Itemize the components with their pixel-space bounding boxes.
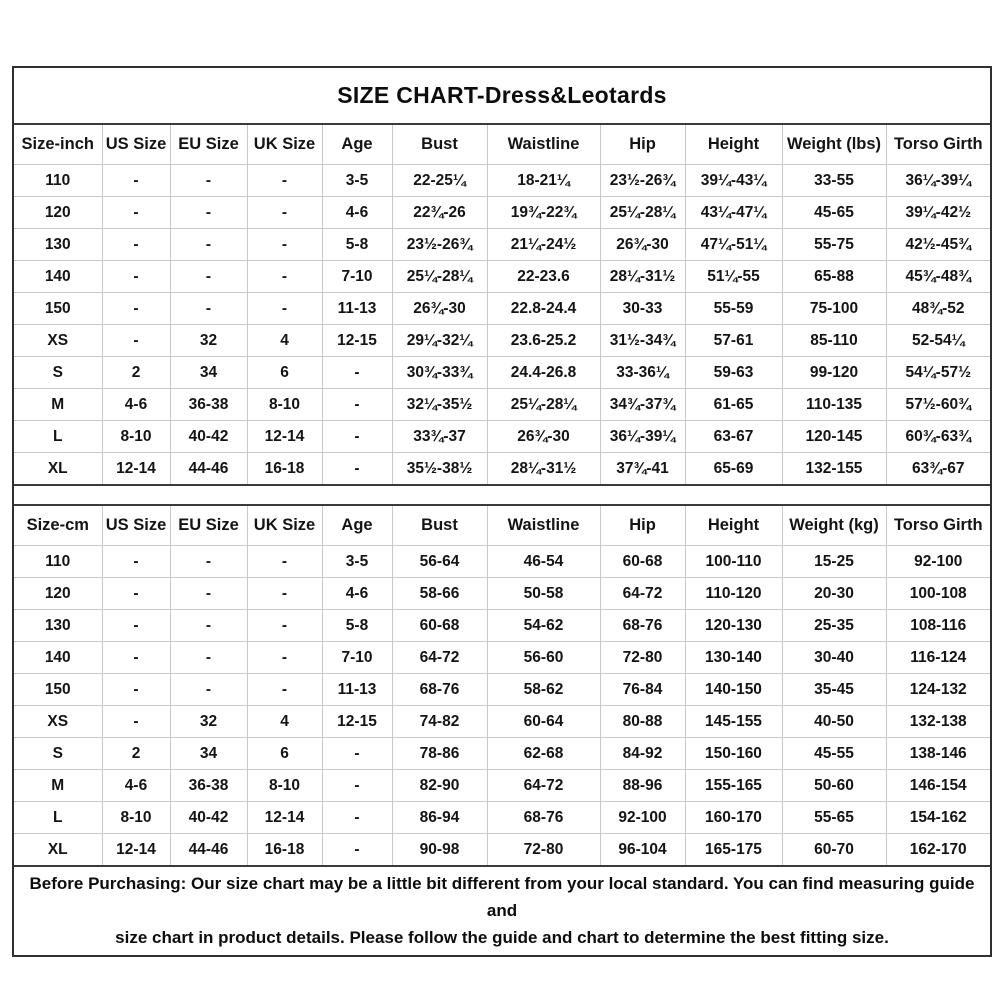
value-cell: 23½-26¾ bbox=[600, 165, 685, 197]
size-label-cell: 120 bbox=[14, 197, 102, 229]
value-cell: 16-18 bbox=[247, 453, 322, 486]
value-cell: 54¼-57½ bbox=[886, 357, 990, 389]
value-cell: 12-15 bbox=[322, 706, 392, 738]
table-row bbox=[14, 165, 990, 197]
table-row bbox=[14, 802, 990, 834]
table-row bbox=[14, 325, 990, 357]
column-header: EU Size bbox=[170, 505, 247, 546]
value-cell: 50-58 bbox=[487, 578, 600, 610]
value-cell: 33¾-37 bbox=[392, 421, 487, 453]
value-cell: 74-82 bbox=[392, 706, 487, 738]
value-cell: 11-13 bbox=[322, 674, 392, 706]
value-cell: 4 bbox=[247, 325, 322, 357]
value-cell: 12-14 bbox=[102, 453, 170, 486]
value-cell: 58-62 bbox=[487, 674, 600, 706]
purchase-note bbox=[14, 867, 990, 955]
value-cell: 140-150 bbox=[685, 674, 782, 706]
value-cell: 100-108 bbox=[886, 578, 990, 610]
value-cell: 78-86 bbox=[392, 738, 487, 770]
value-cell: 5-8 bbox=[322, 610, 392, 642]
column-header: Weight (lbs) bbox=[782, 124, 886, 165]
value-cell: - bbox=[102, 578, 170, 610]
value-cell: 35-45 bbox=[782, 674, 886, 706]
value-cell: - bbox=[322, 421, 392, 453]
table-row bbox=[14, 421, 990, 453]
value-cell: - bbox=[102, 546, 170, 578]
value-cell: 25¼-28¼ bbox=[487, 389, 600, 421]
value-cell: - bbox=[247, 674, 322, 706]
size-label-cell: 150 bbox=[14, 293, 102, 325]
value-cell: 60-68 bbox=[600, 546, 685, 578]
value-cell: 120-130 bbox=[685, 610, 782, 642]
value-cell: 40-42 bbox=[170, 802, 247, 834]
value-cell: 26¾-30 bbox=[487, 421, 600, 453]
size-label-cell: 110 bbox=[14, 546, 102, 578]
value-cell: 8-10 bbox=[102, 802, 170, 834]
value-cell: - bbox=[322, 357, 392, 389]
value-cell: - bbox=[102, 674, 170, 706]
size-label-cell: 150 bbox=[14, 674, 102, 706]
table-row bbox=[14, 546, 990, 578]
header-row bbox=[14, 124, 990, 165]
value-cell: - bbox=[170, 261, 247, 293]
value-cell: 65-88 bbox=[782, 261, 886, 293]
value-cell: - bbox=[102, 325, 170, 357]
value-cell: 132-138 bbox=[886, 706, 990, 738]
value-cell: 61-65 bbox=[685, 389, 782, 421]
value-cell: 150-160 bbox=[685, 738, 782, 770]
value-cell: - bbox=[247, 293, 322, 325]
column-header: Bust bbox=[392, 505, 487, 546]
value-cell: 68-76 bbox=[600, 610, 685, 642]
header-row bbox=[14, 505, 990, 546]
value-cell: 165-175 bbox=[685, 834, 782, 867]
value-cell: 33-36¼ bbox=[600, 357, 685, 389]
value-cell: - bbox=[102, 642, 170, 674]
value-cell: 34 bbox=[170, 357, 247, 389]
value-cell: 46-54 bbox=[487, 546, 600, 578]
value-cell: 30-33 bbox=[600, 293, 685, 325]
value-cell: 60-70 bbox=[782, 834, 886, 867]
value-cell: 3-5 bbox=[322, 165, 392, 197]
value-cell: - bbox=[170, 165, 247, 197]
value-cell: 110-120 bbox=[685, 578, 782, 610]
value-cell: - bbox=[247, 610, 322, 642]
value-cell: 5-8 bbox=[322, 229, 392, 261]
value-cell: 8-10 bbox=[102, 421, 170, 453]
value-cell: 16-18 bbox=[247, 834, 322, 867]
column-header: Age bbox=[322, 505, 392, 546]
value-cell: 8-10 bbox=[247, 389, 322, 421]
value-cell: 36-38 bbox=[170, 389, 247, 421]
value-cell: 62-68 bbox=[487, 738, 600, 770]
value-cell: 3-5 bbox=[322, 546, 392, 578]
value-cell: 4-6 bbox=[102, 389, 170, 421]
value-cell: 63-67 bbox=[685, 421, 782, 453]
value-cell: - bbox=[247, 261, 322, 293]
cm-size-table bbox=[14, 504, 990, 867]
value-cell: 12-14 bbox=[102, 834, 170, 867]
value-cell: 44-46 bbox=[170, 453, 247, 486]
value-cell: 22¾-26 bbox=[392, 197, 487, 229]
size-label-cell: 140 bbox=[14, 261, 102, 293]
value-cell: 72-80 bbox=[600, 642, 685, 674]
purchase-note-line1: Before Purchasing: Our size chart may be a little bit different from your local standard. You can find measuring guide and bbox=[29, 874, 975, 921]
value-cell: - bbox=[170, 578, 247, 610]
value-cell: 43¼-47¼ bbox=[685, 197, 782, 229]
value-cell: 60-68 bbox=[392, 610, 487, 642]
value-cell: 82-90 bbox=[392, 770, 487, 802]
value-cell: 6 bbox=[247, 357, 322, 389]
value-cell: 75-100 bbox=[782, 293, 886, 325]
purchase-note-line2: size chart in product details. Please follow the guide and chart to determine the best fitting size. bbox=[115, 928, 889, 948]
value-cell: 63¾-67 bbox=[886, 453, 990, 486]
value-cell: - bbox=[170, 229, 247, 261]
column-header: UK Size bbox=[247, 505, 322, 546]
column-header: EU Size bbox=[170, 124, 247, 165]
size-label-cell: XL bbox=[14, 834, 102, 867]
value-cell: 146-154 bbox=[886, 770, 990, 802]
value-cell: 25¼-28¼ bbox=[392, 261, 487, 293]
value-cell: 26¾-30 bbox=[392, 293, 487, 325]
value-cell: 42½-45¾ bbox=[886, 229, 990, 261]
value-cell: - bbox=[102, 197, 170, 229]
value-cell: 50-60 bbox=[782, 770, 886, 802]
size-label-cell: 130 bbox=[14, 229, 102, 261]
value-cell: 124-132 bbox=[886, 674, 990, 706]
value-cell: 138-146 bbox=[886, 738, 990, 770]
value-cell: - bbox=[102, 293, 170, 325]
value-cell: 59-63 bbox=[685, 357, 782, 389]
value-cell: 120-145 bbox=[782, 421, 886, 453]
value-cell: 12-14 bbox=[247, 802, 322, 834]
value-cell: 44-46 bbox=[170, 834, 247, 867]
value-cell: 29¼-32¼ bbox=[392, 325, 487, 357]
table-row bbox=[14, 453, 990, 486]
value-cell: 80-88 bbox=[600, 706, 685, 738]
table-row bbox=[14, 834, 990, 867]
value-cell: 54-62 bbox=[487, 610, 600, 642]
value-cell: 45¾-48¾ bbox=[886, 261, 990, 293]
value-cell: 31½-34¾ bbox=[600, 325, 685, 357]
column-header: Hip bbox=[600, 124, 685, 165]
value-cell: - bbox=[247, 642, 322, 674]
value-cell: 21¼-24½ bbox=[487, 229, 600, 261]
value-cell: 22-25¼ bbox=[392, 165, 487, 197]
value-cell: 85-110 bbox=[782, 325, 886, 357]
value-cell: 108-116 bbox=[886, 610, 990, 642]
column-header: Torso Girth bbox=[886, 505, 990, 546]
value-cell: 25-35 bbox=[782, 610, 886, 642]
value-cell: 130-140 bbox=[685, 642, 782, 674]
value-cell: 34 bbox=[170, 738, 247, 770]
size-label-cell: XS bbox=[14, 706, 102, 738]
value-cell: 11-13 bbox=[322, 293, 392, 325]
value-cell: 65-69 bbox=[685, 453, 782, 486]
page-title: SIZE CHART-Dress&Leotards bbox=[337, 82, 667, 108]
value-cell: 15-25 bbox=[782, 546, 886, 578]
size-label-cell: S bbox=[14, 738, 102, 770]
value-cell: 35½-38½ bbox=[392, 453, 487, 486]
value-cell: 92-100 bbox=[886, 546, 990, 578]
value-cell: 4-6 bbox=[322, 578, 392, 610]
value-cell: 7-10 bbox=[322, 642, 392, 674]
table-row bbox=[14, 642, 990, 674]
table-row bbox=[14, 229, 990, 261]
table-row bbox=[14, 197, 990, 229]
value-cell: 28¼-31½ bbox=[600, 261, 685, 293]
column-header: Hip bbox=[600, 505, 685, 546]
column-header: UK Size bbox=[247, 124, 322, 165]
table-row bbox=[14, 261, 990, 293]
value-cell: 154-162 bbox=[886, 802, 990, 834]
value-cell: 57-61 bbox=[685, 325, 782, 357]
value-cell: 30¾-33¾ bbox=[392, 357, 487, 389]
size-label-cell: S bbox=[14, 357, 102, 389]
value-cell: 64-72 bbox=[392, 642, 487, 674]
value-cell: 6 bbox=[247, 738, 322, 770]
size-label-cell: 130 bbox=[14, 610, 102, 642]
size-label-cell: XS bbox=[14, 325, 102, 357]
column-header: Height bbox=[685, 124, 782, 165]
column-header: Bust bbox=[392, 124, 487, 165]
value-cell: 116-124 bbox=[886, 642, 990, 674]
value-cell: 32 bbox=[170, 706, 247, 738]
value-cell: 22.8-24.4 bbox=[487, 293, 600, 325]
value-cell: 36-38 bbox=[170, 770, 247, 802]
column-header: Torso Girth bbox=[886, 124, 990, 165]
value-cell: 52-54¼ bbox=[886, 325, 990, 357]
value-cell: 32 bbox=[170, 325, 247, 357]
value-cell: 36¼-39¼ bbox=[886, 165, 990, 197]
value-cell: 96-104 bbox=[600, 834, 685, 867]
value-cell: - bbox=[102, 261, 170, 293]
table-row bbox=[14, 674, 990, 706]
value-cell: - bbox=[170, 642, 247, 674]
value-cell: 33-55 bbox=[782, 165, 886, 197]
value-cell: 55-75 bbox=[782, 229, 886, 261]
value-cell: - bbox=[170, 293, 247, 325]
value-cell: 47¼-51¼ bbox=[685, 229, 782, 261]
column-header: Waistline bbox=[487, 124, 600, 165]
value-cell: - bbox=[170, 546, 247, 578]
value-cell: 32¼-35½ bbox=[392, 389, 487, 421]
value-cell: - bbox=[102, 706, 170, 738]
value-cell: 60-64 bbox=[487, 706, 600, 738]
value-cell: - bbox=[170, 610, 247, 642]
size-label-cell: XL bbox=[14, 453, 102, 486]
table-row bbox=[14, 357, 990, 389]
table-row bbox=[14, 389, 990, 421]
value-cell: - bbox=[322, 770, 392, 802]
value-cell: 64-72 bbox=[487, 770, 600, 802]
value-cell: 56-60 bbox=[487, 642, 600, 674]
value-cell: 45-55 bbox=[782, 738, 886, 770]
value-cell: 92-100 bbox=[600, 802, 685, 834]
value-cell: 86-94 bbox=[392, 802, 487, 834]
table-row bbox=[14, 578, 990, 610]
value-cell: 12-15 bbox=[322, 325, 392, 357]
value-cell: 30-40 bbox=[782, 642, 886, 674]
table-row bbox=[14, 738, 990, 770]
value-cell: - bbox=[247, 229, 322, 261]
value-cell: 34¾-37¾ bbox=[600, 389, 685, 421]
value-cell: - bbox=[102, 610, 170, 642]
value-cell: 57½-60¾ bbox=[886, 389, 990, 421]
value-cell: 45-65 bbox=[782, 197, 886, 229]
value-cell: 20-30 bbox=[782, 578, 886, 610]
value-cell: 162-170 bbox=[886, 834, 990, 867]
value-cell: - bbox=[170, 674, 247, 706]
value-cell: 64-72 bbox=[600, 578, 685, 610]
value-cell: - bbox=[247, 197, 322, 229]
value-cell: - bbox=[170, 197, 247, 229]
value-cell: - bbox=[322, 834, 392, 867]
value-cell: 26¾-30 bbox=[600, 229, 685, 261]
column-header: Weight (kg) bbox=[782, 505, 886, 546]
value-cell: 90-98 bbox=[392, 834, 487, 867]
value-cell: - bbox=[322, 802, 392, 834]
value-cell: 25¼-28¼ bbox=[600, 197, 685, 229]
table-row bbox=[14, 770, 990, 802]
value-cell: 28¼-31½ bbox=[487, 453, 600, 486]
table-row bbox=[14, 293, 990, 325]
column-header: Size-inch bbox=[14, 124, 102, 165]
value-cell: 39¼-42½ bbox=[886, 197, 990, 229]
value-cell: 88-96 bbox=[600, 770, 685, 802]
value-cell: 24.4-26.8 bbox=[487, 357, 600, 389]
column-header: Waistline bbox=[487, 505, 600, 546]
value-cell: 155-165 bbox=[685, 770, 782, 802]
value-cell: - bbox=[322, 738, 392, 770]
value-cell: 110-135 bbox=[782, 389, 886, 421]
value-cell: 2 bbox=[102, 357, 170, 389]
size-label-cell: M bbox=[14, 389, 102, 421]
table-row bbox=[14, 610, 990, 642]
value-cell: 160-170 bbox=[685, 802, 782, 834]
value-cell: 48¾-52 bbox=[886, 293, 990, 325]
value-cell: 100-110 bbox=[685, 546, 782, 578]
column-header: Size-cm bbox=[14, 505, 102, 546]
value-cell: - bbox=[102, 229, 170, 261]
size-label-cell: 120 bbox=[14, 578, 102, 610]
column-header: Height bbox=[685, 505, 782, 546]
value-cell: 56-64 bbox=[392, 546, 487, 578]
value-cell: 84-92 bbox=[600, 738, 685, 770]
value-cell: 39¼-43¼ bbox=[685, 165, 782, 197]
size-label-cell: M bbox=[14, 770, 102, 802]
value-cell: - bbox=[322, 453, 392, 486]
value-cell: 99-120 bbox=[782, 357, 886, 389]
value-cell: 23.6-25.2 bbox=[487, 325, 600, 357]
table-row bbox=[14, 706, 990, 738]
value-cell: 40-42 bbox=[170, 421, 247, 453]
value-cell: 76-84 bbox=[600, 674, 685, 706]
value-cell: 72-80 bbox=[487, 834, 600, 867]
value-cell: - bbox=[102, 165, 170, 197]
value-cell: 68-76 bbox=[392, 674, 487, 706]
value-cell: - bbox=[247, 165, 322, 197]
value-cell: 40-50 bbox=[782, 706, 886, 738]
value-cell: 68-76 bbox=[487, 802, 600, 834]
value-cell: - bbox=[247, 578, 322, 610]
value-cell: 55-59 bbox=[685, 293, 782, 325]
value-cell: 55-65 bbox=[782, 802, 886, 834]
value-cell: 22-23.6 bbox=[487, 261, 600, 293]
value-cell: 4 bbox=[247, 706, 322, 738]
value-cell: 12-14 bbox=[247, 421, 322, 453]
value-cell: 58-66 bbox=[392, 578, 487, 610]
value-cell: 4-6 bbox=[102, 770, 170, 802]
size-chart-sheet bbox=[12, 66, 992, 957]
inch-size-table bbox=[14, 123, 990, 486]
value-cell: 51¼-55 bbox=[685, 261, 782, 293]
value-cell: 7-10 bbox=[322, 261, 392, 293]
value-cell: 4-6 bbox=[322, 197, 392, 229]
column-header: US Size bbox=[102, 124, 170, 165]
value-cell: 60¾-63¾ bbox=[886, 421, 990, 453]
size-label-cell: 110 bbox=[14, 165, 102, 197]
column-header: US Size bbox=[102, 505, 170, 546]
column-header: Age bbox=[322, 124, 392, 165]
value-cell: 145-155 bbox=[685, 706, 782, 738]
size-label-cell: 140 bbox=[14, 642, 102, 674]
value-cell: 132-155 bbox=[782, 453, 886, 486]
value-cell: 37¾-41 bbox=[600, 453, 685, 486]
value-cell: 23½-26¾ bbox=[392, 229, 487, 261]
value-cell: - bbox=[247, 546, 322, 578]
value-cell: 8-10 bbox=[247, 770, 322, 802]
table-gap bbox=[14, 486, 990, 504]
value-cell: - bbox=[322, 389, 392, 421]
value-cell: 19¾-22¾ bbox=[487, 197, 600, 229]
value-cell: 2 bbox=[102, 738, 170, 770]
value-cell: 18-21¼ bbox=[487, 165, 600, 197]
value-cell: 36¼-39¼ bbox=[600, 421, 685, 453]
size-label-cell: L bbox=[14, 802, 102, 834]
size-label-cell: L bbox=[14, 421, 102, 453]
